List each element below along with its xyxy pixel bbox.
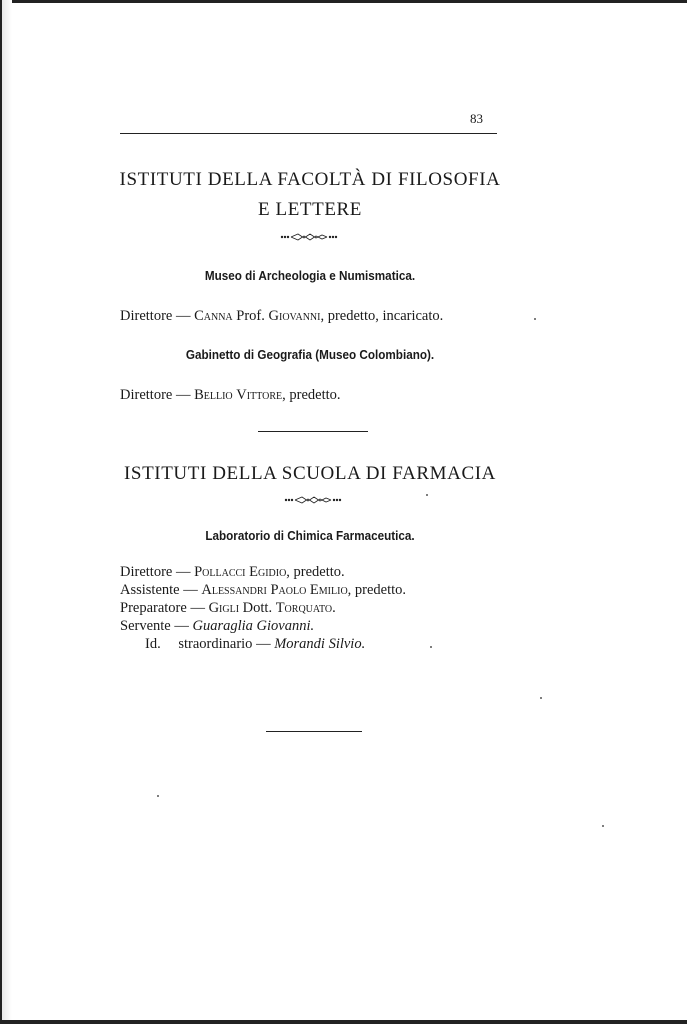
dash: — bbox=[175, 564, 191, 580]
dash: — bbox=[174, 618, 189, 634]
staff-name: Morandi Silvio. bbox=[274, 636, 366, 652]
role-label: Preparatore bbox=[120, 600, 187, 616]
note: predetto. bbox=[289, 387, 341, 403]
staff-line bbox=[120, 564, 345, 581]
closing-rule bbox=[266, 731, 362, 732]
section-title-filosofia: ISTITUTI DELLA FACOLTÀ DI FILOSOFIA bbox=[119, 169, 501, 190]
section-separator bbox=[258, 431, 368, 432]
paper-speck bbox=[157, 795, 159, 797]
ornament-divider-icon bbox=[284, 495, 342, 505]
role-label: Direttore bbox=[120, 387, 173, 403]
section-title-lettere: E LETTERE bbox=[257, 199, 363, 220]
paper-speck bbox=[602, 825, 604, 827]
paper-speck bbox=[540, 697, 542, 699]
note: predetto. bbox=[293, 564, 345, 580]
honorific: Dott. bbox=[242, 600, 273, 616]
page-number: 83 bbox=[470, 111, 483, 126]
role-label: Direttore bbox=[120, 564, 173, 580]
dash: — bbox=[256, 636, 271, 652]
dash: — bbox=[190, 600, 205, 616]
staff-line bbox=[120, 582, 406, 599]
surname: Canna bbox=[194, 308, 233, 324]
role-label: Direttore bbox=[120, 308, 173, 324]
note: predetto. bbox=[354, 582, 407, 598]
staff-line bbox=[145, 636, 365, 653]
role-qualifier: straordinario bbox=[178, 636, 253, 652]
gabinetto-director-line bbox=[120, 387, 341, 404]
staff-name: Gigli bbox=[208, 600, 240, 616]
staff-line bbox=[120, 600, 336, 617]
ornament-divider-icon bbox=[280, 232, 338, 242]
header-rule bbox=[120, 133, 497, 134]
page-top-border bbox=[0, 0, 687, 3]
paper-speck bbox=[426, 494, 428, 496]
gabinetto-heading: Gabinetto di Geografia (Museo Colombiano). bbox=[185, 347, 435, 362]
staff-line bbox=[120, 618, 314, 635]
role-label: Servente bbox=[120, 618, 171, 634]
section-title-farmacia: ISTITUTI DELLA SCUOLA DI FARMACIA bbox=[124, 463, 496, 484]
page-bottom-border bbox=[0, 1020, 687, 1024]
museo-director-line bbox=[120, 308, 443, 325]
laboratorio-heading: Laboratorio di Chimica Farmaceutica. bbox=[205, 528, 415, 543]
dash: — bbox=[175, 308, 191, 324]
staff-name: Guaraglia Giovanni. bbox=[192, 618, 315, 634]
given-name: Giovanni, bbox=[268, 308, 325, 324]
page-binding-edge bbox=[0, 0, 12, 1024]
role-label: Id. bbox=[145, 636, 161, 652]
paper-speck bbox=[534, 318, 536, 320]
honorific: Prof. bbox=[236, 308, 265, 324]
museo-heading: Museo di Archeologia e Numismatica. bbox=[204, 268, 416, 283]
dash: — bbox=[183, 582, 198, 598]
role-label: Assistente bbox=[120, 582, 180, 598]
given-name: Vittore, bbox=[236, 387, 286, 403]
surname: Bellio bbox=[194, 387, 233, 403]
staff-name: Alessandri Paolo Emilio, bbox=[201, 582, 352, 598]
staff-name: Pollacci Egidio, bbox=[194, 564, 290, 580]
given-name: Torquato. bbox=[275, 600, 336, 616]
paper-speck bbox=[430, 646, 432, 648]
dash: — bbox=[175, 387, 191, 403]
note: predetto, incaricato. bbox=[327, 308, 444, 324]
